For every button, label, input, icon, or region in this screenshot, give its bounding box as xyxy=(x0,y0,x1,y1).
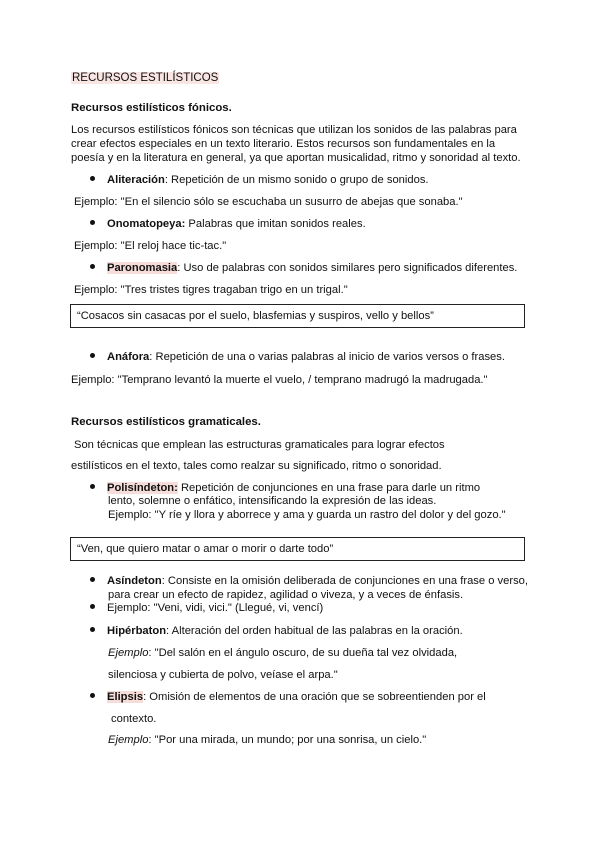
example-onomatopeya: Ejemplo: "El reloj hace tic-tac." xyxy=(74,240,227,252)
bullet-icon xyxy=(90,604,95,609)
bullet-icon xyxy=(90,264,95,269)
example-polisindeton: Ejemplo: "Y ríe y llora y aborrece y ama y guarda un rastro del dolor y del gozo." xyxy=(108,509,506,521)
example-hiperbaton-line-2: silenciosa y cubierta de polvo, veíase el arpa." xyxy=(108,669,338,681)
list-item-paronomasia xyxy=(90,262,517,274)
list-item-onomatopeya xyxy=(90,218,366,230)
list-item-elipsis xyxy=(90,691,486,703)
bullet-icon xyxy=(90,577,95,582)
bullet-icon xyxy=(90,220,95,225)
term-hiperbaton: Hipérbaton xyxy=(107,625,167,637)
bullet-icon xyxy=(90,693,95,698)
example-anafora: Ejemplo: "Temprano levantó la muerte el vuelo, / temprano madrugó la madrugada." xyxy=(71,374,488,386)
list-item-asindeton xyxy=(90,575,528,587)
term-onomatopeya: Onomatopeya: xyxy=(107,218,186,230)
term-anafora: Anáfora xyxy=(107,351,150,363)
example-label: Ejemplo xyxy=(108,647,149,659)
example-elipsis-text: : "Por una mirada, un mundo; por una sonrisa, un cielo." xyxy=(148,734,427,746)
list-item-asindeton-example xyxy=(90,602,323,614)
def-aliteracion: : Repetición de un mismo sonido o grupo de sonidos. xyxy=(164,174,429,186)
quote-box-paronomasia xyxy=(70,304,525,328)
example-label: Ejemplo xyxy=(108,734,149,746)
intro-fonicos-line-3: poesía y en la literatura en general, ya que aportan musicalidad, ritmo y sonoridad al texto. xyxy=(71,152,521,164)
bullet-icon xyxy=(90,484,95,489)
list-item-hiperbaton xyxy=(90,625,463,637)
def-polisindeton-line-1: Repetición de conjunciones en una frase para darle un ritmo xyxy=(177,482,481,494)
heading-gramaticales: Recursos estilísticos gramaticales. xyxy=(71,416,261,428)
document-title: RECURSOS ESTILÍSTICOS xyxy=(72,72,219,84)
quote-text: “Cosacos sin casacas por el suelo, blasfemias y suspiros, vello y bellos” xyxy=(77,310,434,322)
def-anafora: : Repetición de una o varias palabras al inicio de varios versos o frases. xyxy=(149,351,505,363)
term-asindeton: Asíndeton xyxy=(107,575,162,587)
bullet-icon xyxy=(90,176,95,181)
quote-box-polisindeton xyxy=(70,537,525,561)
heading-fonicos: Recursos estilísticos fónicos. xyxy=(71,102,232,114)
bullet-icon xyxy=(90,353,95,358)
example-hiperbaton-text: : "Del salón en el ángulo oscuro, de su dueña tal vez olvidada, xyxy=(148,647,458,659)
example-aliteracion: Ejemplo: "En el silencio sólo se escuchaba un susurro de abejas que sonaba." xyxy=(74,196,463,208)
term-paronomasia: Paronomasia xyxy=(107,262,178,274)
term-polisindeton: Polisíndeton: xyxy=(107,482,178,494)
def-elipsis-line-1: : Omisión de elementos de una oración que se sobreentienden por el xyxy=(143,691,486,703)
list-item-anafora xyxy=(90,351,505,363)
def-polisindeton-line-2: lento, solemne o enfático, intensificando la expresión de las ideas. xyxy=(108,495,437,507)
def-paronomasia: : Uso de palabras con sonidos similares pero significados diferentes. xyxy=(177,262,518,274)
example-elipsis xyxy=(108,734,426,746)
intro-gramaticales-line-1: Son técnicas que emplean las estructuras gramaticales para lograr efectos xyxy=(74,439,445,451)
def-asindeton-line-2: para crear un efecto de rapidez, agilidad o viveza, y a veces de énfasis. xyxy=(108,589,464,601)
example-hiperbaton-line-1 xyxy=(108,647,457,659)
def-asindeton-line-1: : Consiste en la omisión deliberada de conjunciones en una frase o verso, xyxy=(161,575,529,587)
example-paronomasia: Ejemplo: "Tres tristes tigres tragaban trigo en un trigal." xyxy=(74,284,348,296)
term-elipsis: Elipsis xyxy=(107,691,144,703)
term-aliteracion: Aliteración xyxy=(107,174,165,186)
def-hiperbaton: : Alteración del orden habitual de las palabras en la oración. xyxy=(166,625,463,637)
list-item-polisindeton xyxy=(90,482,480,494)
example-asindeton: Ejemplo: "Veni, vidi, vici." (Llegué, vi, vencí) xyxy=(107,602,324,614)
intro-fonicos-line-1: Los recursos estilísticos fónicos son técnicas que utilizan los sonidos de las palabras para xyxy=(71,124,517,136)
bullet-icon xyxy=(90,627,95,632)
intro-fonicos-line-2: crear efectos especiales en un texto literario. Estos recursos son fundamentales en la xyxy=(71,138,496,150)
list-item-aliteracion xyxy=(90,174,429,186)
def-elipsis-line-2: contexto. xyxy=(111,713,157,725)
quote-text: “Ven, que quiero matar o amar o morir o darte todo” xyxy=(77,543,334,555)
def-onomatopeya: Palabras que imitan sonidos reales. xyxy=(185,218,366,230)
intro-gramaticales-line-2: estilísticos en el texto, tales como realzar su significado, ritmo o sonoridad. xyxy=(71,460,442,472)
